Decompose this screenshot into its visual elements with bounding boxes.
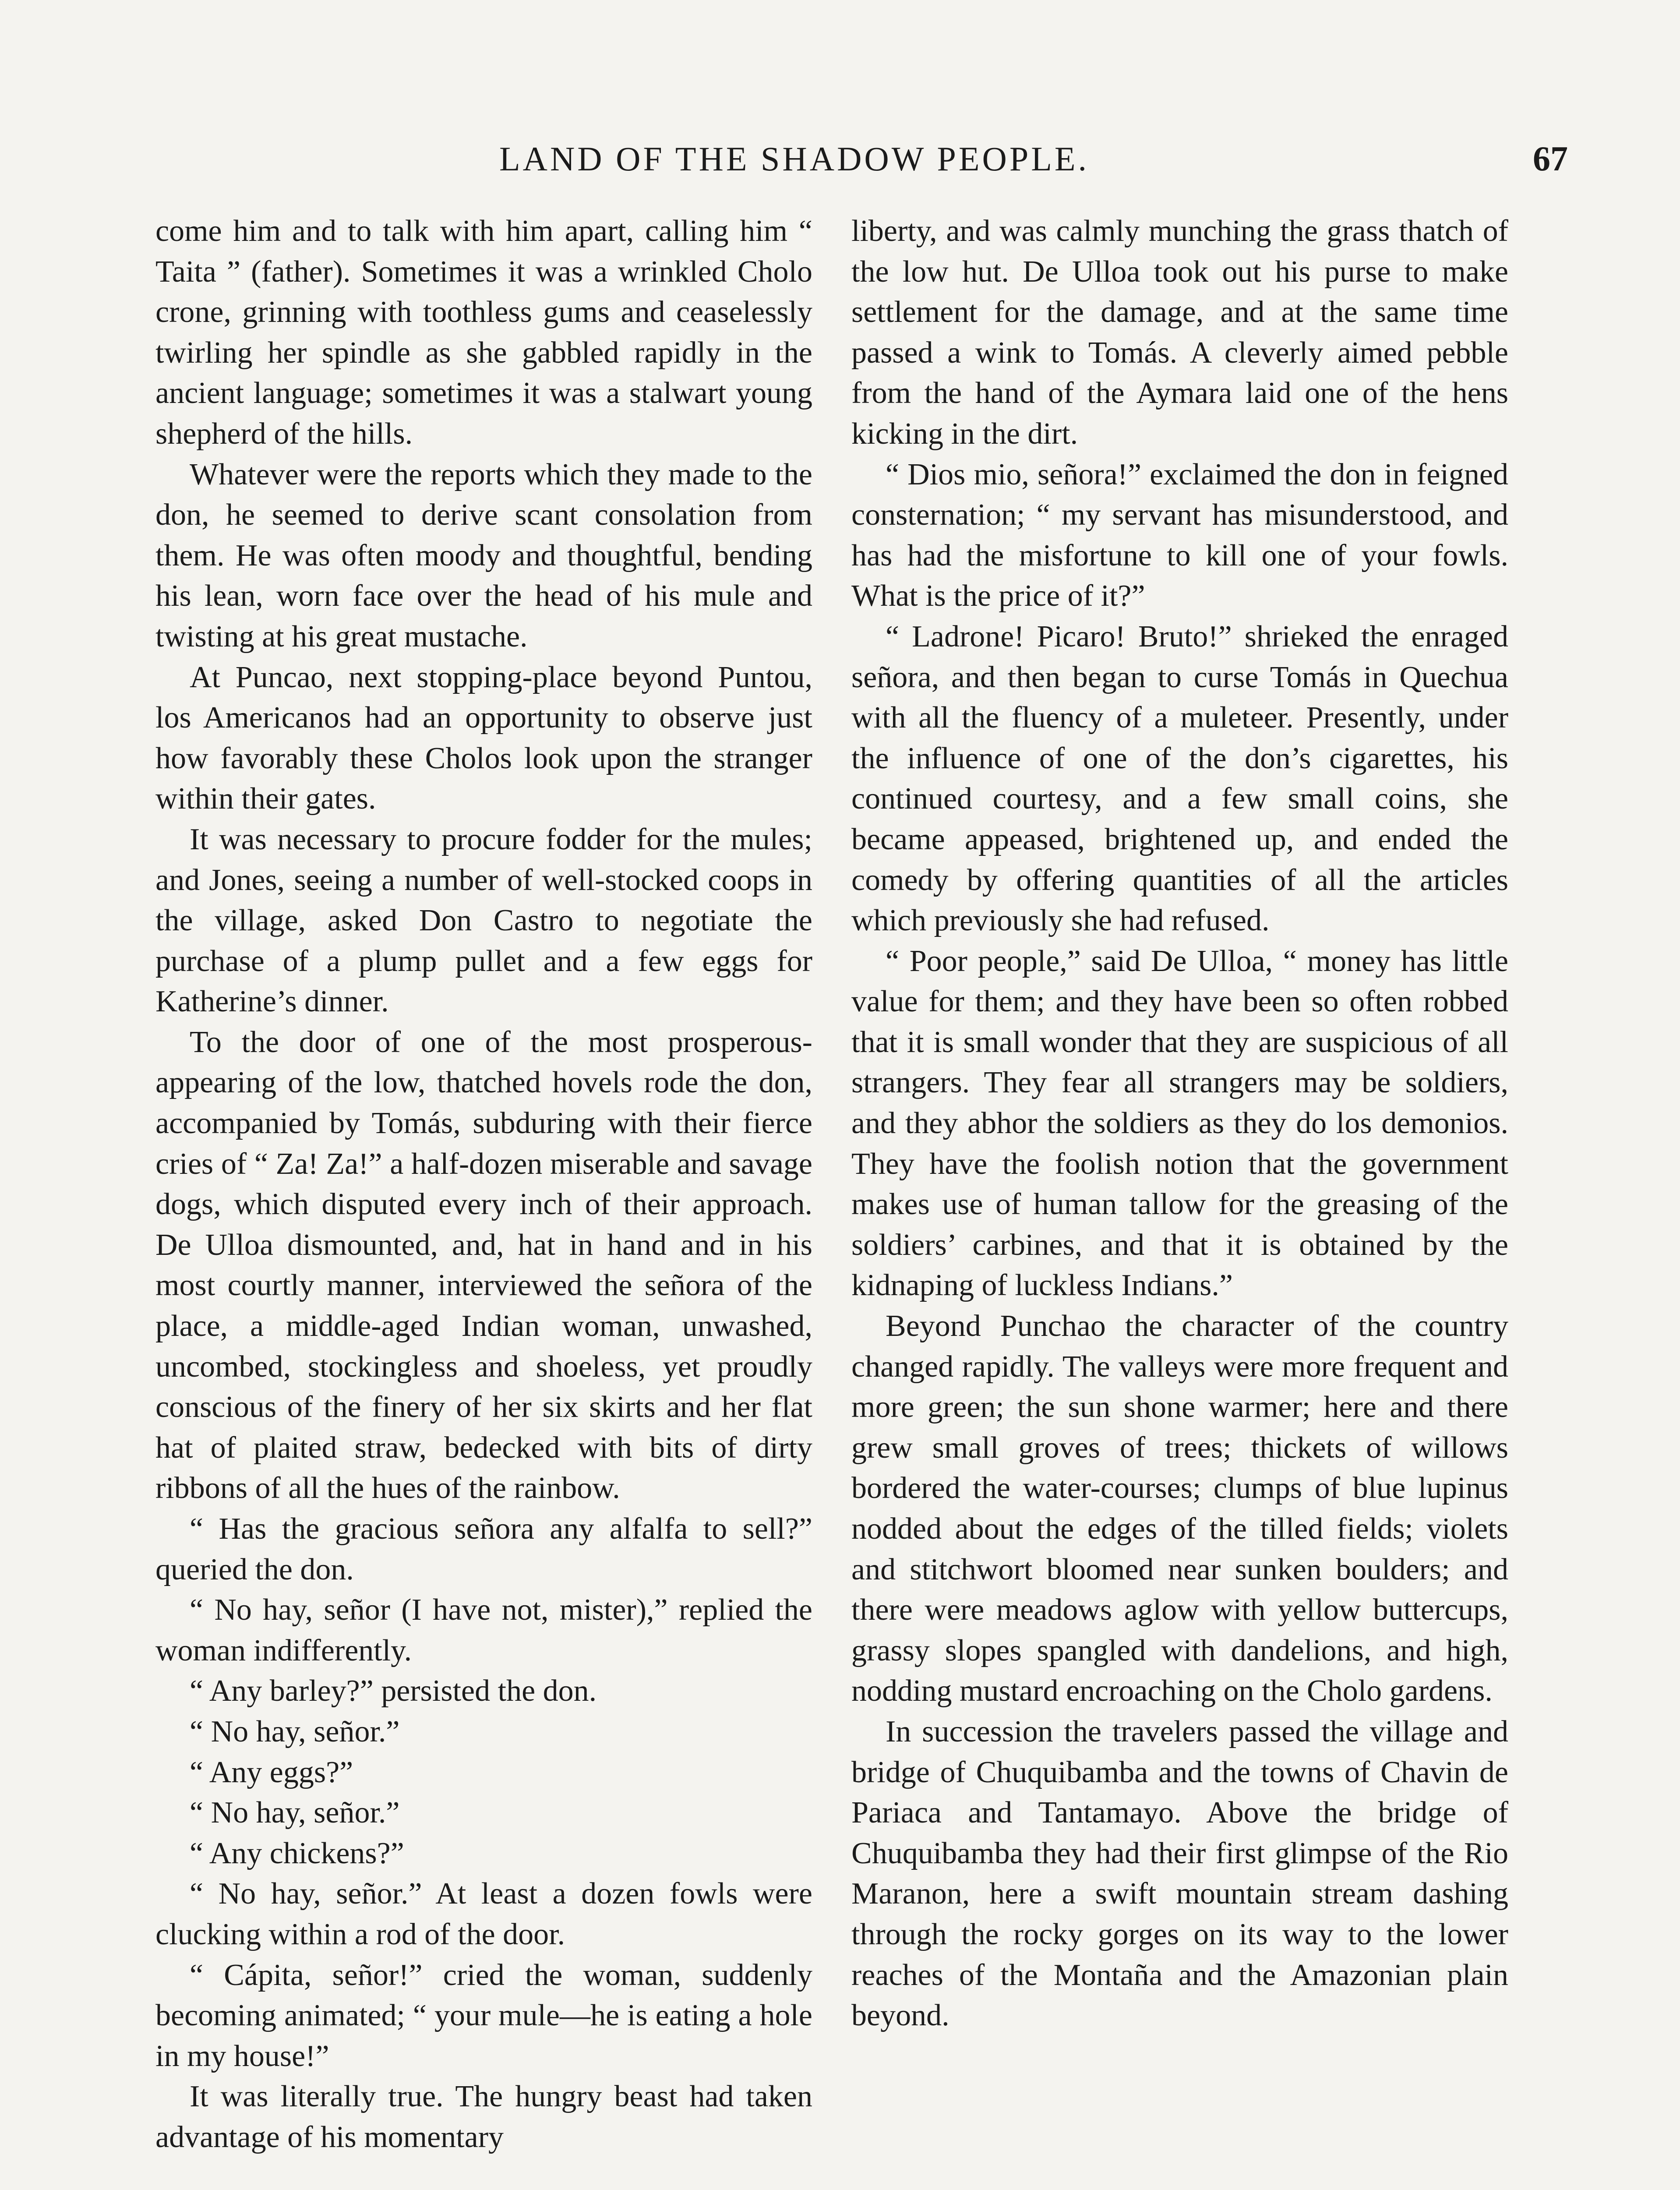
paragraph: “ Has the gracious señora any alfalfa to sell?” queried the don. bbox=[155, 1512, 812, 1586]
paragraph: In succession the travelers passed the village and bridge of Chuquibamba and the towns of Chavin de Pariaca and Tantamayo. Above the bridge of Chuquibamba they had their first glimpse of the Rio Maranon, here a swift mountain stream dashing through the rocky gorges on its way to the lower reaches of the Montaña and the Amazonian plain beyond. bbox=[851, 1714, 1508, 2033]
paragraph: “ Any chickens?” bbox=[190, 1836, 404, 1870]
paragraph: “ No hay, señor.” bbox=[190, 1796, 400, 1830]
paragraph: “ Poor people,” said De Ulloa, “ money has little value for them; and they have been so often robbed that it is small wonder that they are suspicious of all strangers. They fear all strangers may be soldiers, and they abhor the soldiers as they do los demonios. They have the foolish notion that the government makes use of human tallow for the greasing of the soldiers’ carbines, and that it is obtained by the kidnaping of luckless Indians.” bbox=[851, 944, 1508, 1303]
paragraph: “ Ladrone! Picaro! Bruto!” shrieked the enraged señora, and then began to curse Tomás in Quechua with all the fluency of a muleteer. Presently, under the influence of one of the don’s cigarettes, his continued courtesy, and a few small coins, she became appeased, brightened up, and ended the comedy by offering quantities of all the articles which previously she had refused. bbox=[851, 619, 1508, 938]
text-column-right bbox=[851, 211, 1508, 2036]
page-header bbox=[499, 139, 1664, 205]
paragraph: At Puncao, next stopping-place beyond Puntou, los Americanos had an opportunity to observe just how favorably these Cholos look upon the stranger within their gates. bbox=[155, 660, 812, 816]
paragraph: “ No hay, señor (I have not, mister),” replied the woman indifferently. bbox=[155, 1593, 812, 1667]
paragraph: Beyond Punchao the character of the country changed rapidly. The valleys were more frequent and more green; the sun shone warmer; here and there grew small groves of trees; thickets of willows bordered the water-courses; clumps of blue lupinus nodded about the edges of the tilled fields; violets and stitchwort bloomed near sunken boulders; and there were meadows aglow with yellow buttercups, grassy slopes spangled with dandelions, and high, nodding mustard encroaching on the Cholo gardens. bbox=[851, 1309, 1508, 1708]
paragraph: liberty, and was calmly munching the grass thatch of the low hut. De Ulloa took out his purse to make settlement for the damage, and at the same time passed a wink to Tomás. A cleverly aimed pebble from the hand of the Aymara laid one of the hens kicking in the dirt. bbox=[851, 214, 1508, 451]
paragraph: come him and to talk with him apart, calling him “ Taita ” (father). Sometimes it was a wrinkled Cholo crone, grinning with toothless gums and ceaselessly twirling her spindle as she gabbled rapidly in the ancient language; sometimes it was a stalwart young shepherd of the hills. bbox=[155, 214, 812, 451]
paragraph: Whatever were the reports which they made to the don, he seemed to derive scant consolation from them. He was often moody and thoughtful, bending his lean, worn face over the head of his mule and twisting at his great mustache. bbox=[155, 457, 812, 653]
paragraph: “ No hay, señor.” bbox=[190, 1714, 400, 1748]
page-number: 67 bbox=[1533, 140, 1568, 178]
paragraph: To the door of one of the most prosperous-appearing of the low, thatched hovels rode the don, accompanied by Tomás, subduring with their fierce cries of “ Za! Za!” a half-dozen miserable and savage dogs, which disputed every inch of their approach. De Ulloa dismounted, and, hat in hand and in his most courtly manner, interviewed the señora of the place, a middle-aged Indian woman, unwashed, uncombed, stockingless and shoeless, yet proudly conscious of the finery of her six skirts and her flat hat of plaited straw, bedecked with bits of dirty ribbons of all the hues of the rainbow. bbox=[155, 1025, 812, 1505]
paragraph: “ Any eggs?” bbox=[190, 1755, 353, 1789]
paragraph: It was literally true. The hungry beast had taken advantage of his momentary bbox=[155, 2080, 812, 2154]
running-title: LAND OF THE SHADOW PEOPLE. bbox=[499, 140, 1089, 178]
paragraph: “ No hay, señor.” At least a dozen fowls were clucking within a rod of the door. bbox=[155, 1877, 812, 1951]
paragraph: It was necessary to procure fodder for the mules; and Jones, seeing a number of well-stocked coops in the village, asked Don Castro to negotiate the purchase of a plump pullet and a few eggs for Katherine’s dinner. bbox=[155, 822, 812, 1019]
paragraph: “ Dios mio, señora!” exclaimed the don in feigned consternation; “ my servant has misunderstood, and has had the misfortune to kill one of your fowls. What is the price of it?” bbox=[851, 457, 1508, 613]
text-column-left bbox=[155, 211, 812, 2158]
paragraph: “ Any barley?” persisted the don. bbox=[190, 1674, 597, 1708]
paragraph: “ Cápita, señor!” cried the woman, suddenly becoming animated; “ your mule—he is eating a hole in my house!” bbox=[155, 1958, 812, 2073]
